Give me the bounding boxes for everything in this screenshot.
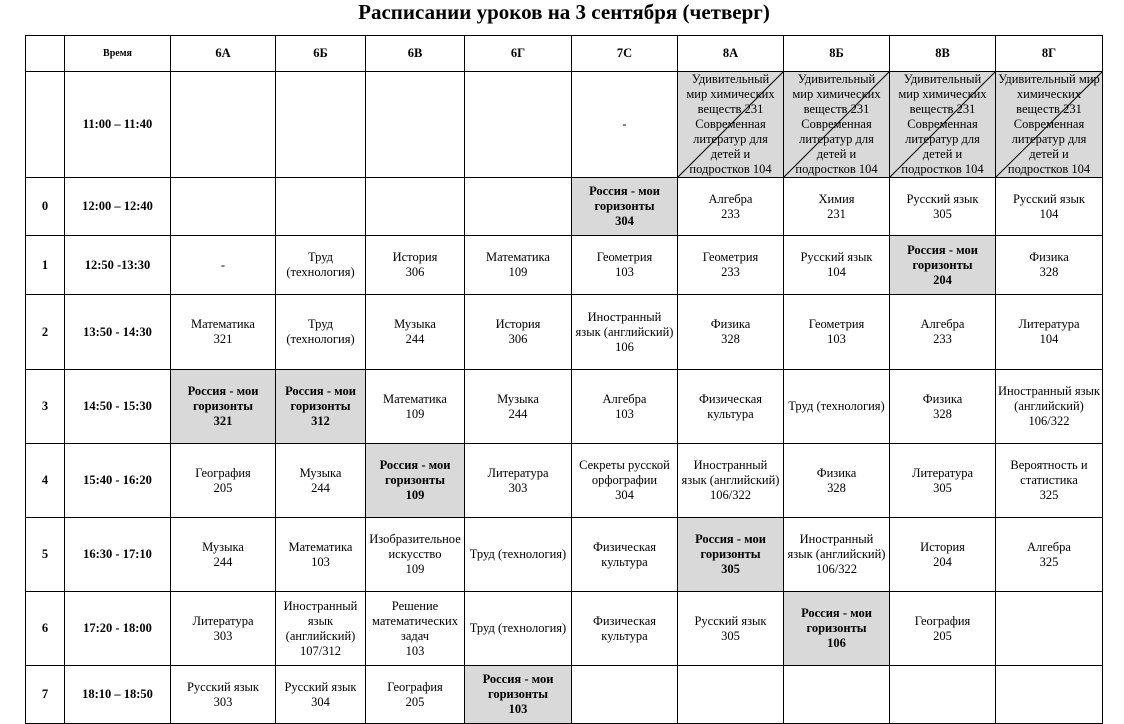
lesson-cell	[276, 236, 366, 295]
lesson-number: 5	[26, 518, 65, 592]
lesson-cell	[171, 592, 276, 666]
subject-name: Литература	[1018, 317, 1080, 331]
subject-name: Россия - мои горизонты	[379, 458, 451, 487]
header-cell-class: 6Б	[276, 36, 366, 72]
subject-name: Иностранный язык (английский)	[283, 598, 358, 643]
lesson-time: 13:50 - 14:30	[65, 295, 171, 370]
schedule-row	[26, 236, 1103, 295]
room-number: 233	[721, 265, 740, 279]
room-number: 103	[615, 406, 634, 421]
subject-name: Иностранный язык (английский)	[575, 309, 674, 339]
subject-name: Геометрия	[702, 250, 759, 264]
subject-name: Русский язык	[186, 679, 260, 694]
subject-name: Физическая культура	[592, 539, 657, 569]
subject-name: Химия	[818, 191, 855, 206]
schedule-row	[26, 370, 1103, 444]
lesson-cell	[465, 295, 572, 370]
subject-name: Изобразительное искусство	[369, 532, 461, 561]
subject-name: Литература	[192, 613, 254, 628]
lesson-cell	[890, 592, 996, 666]
lesson-cell	[572, 666, 678, 724]
lesson-cell	[996, 666, 1103, 724]
lesson-cell	[996, 295, 1103, 370]
subject-name: Геометрия	[808, 317, 865, 331]
subject-name: Музыка	[202, 539, 244, 554]
lesson-cell	[465, 592, 572, 666]
subject-name: Физика	[1029, 250, 1069, 264]
lesson-cell	[572, 592, 678, 666]
lesson-cell	[572, 236, 678, 295]
room-number: 103	[311, 554, 330, 569]
lesson-cell	[465, 666, 572, 724]
room-number: 304	[615, 488, 634, 502]
room-number: 106/322	[710, 488, 751, 502]
subject-name: Русский язык	[1012, 191, 1086, 206]
subject-name: Физика	[710, 317, 751, 331]
lesson-cell	[171, 236, 276, 295]
schedule-row	[26, 178, 1103, 236]
subject-name: История	[495, 317, 541, 331]
lesson-cell	[171, 518, 276, 592]
schedule-row	[26, 518, 1103, 592]
lesson-cell	[996, 444, 1103, 518]
lesson-cell	[572, 370, 678, 444]
cell-text	[998, 72, 1100, 177]
lesson-cell	[366, 592, 465, 666]
room-number: 109	[508, 265, 528, 279]
subject-name: Русский язык	[800, 250, 873, 264]
lesson-cell	[890, 370, 996, 444]
room-number: 106/322	[816, 562, 857, 576]
room-number: 303	[213, 694, 233, 709]
lesson-cell	[890, 295, 996, 370]
subject-name: Труд (технология)	[469, 547, 567, 561]
lesson-cell	[678, 444, 784, 518]
room-number: 321	[213, 332, 233, 346]
room-number: 312	[311, 414, 330, 428]
room-number: 325	[1039, 554, 1059, 569]
room-number: Современная литератур для детей и подростков 104	[1007, 117, 1091, 176]
subject-name: Математика	[383, 391, 447, 406]
room-number: Современная литератур для детей и подростков 104	[795, 117, 878, 176]
lesson-cell	[572, 295, 678, 370]
subject-name: Россия - мои горизонты	[187, 384, 259, 413]
lesson-cell	[890, 178, 996, 236]
room-number: 106	[827, 636, 846, 650]
lesson-time: 15:40 - 16:20	[65, 444, 171, 518]
subject-name: Труд (технология)	[286, 250, 355, 279]
lesson-cell	[276, 370, 366, 444]
lesson-number: 6	[26, 592, 65, 666]
subject-name: Литература	[912, 465, 973, 480]
subject-name: Удивительный мир химических веществ 231	[792, 72, 881, 116]
lesson-cell	[996, 370, 1103, 444]
room-number: Современная литератур для детей и подростков 104	[901, 117, 984, 176]
lesson-cell	[678, 370, 784, 444]
subject-name: Физическая культура	[592, 613, 657, 643]
lesson-cell	[890, 72, 996, 178]
header-cell-class: 8Г	[996, 36, 1103, 72]
room-number: 244	[311, 480, 330, 495]
lesson-cell	[996, 518, 1103, 592]
cell-text	[680, 72, 781, 177]
room-number: 306	[405, 265, 425, 279]
lesson-cell	[996, 178, 1103, 236]
lesson-cell	[572, 72, 678, 178]
schedule-row	[26, 295, 1103, 370]
cell-text	[892, 72, 993, 177]
lesson-cell	[276, 518, 366, 592]
room-number: 304	[311, 694, 330, 709]
lesson-cell	[678, 518, 784, 592]
subject-name: Иностранный язык (английский)	[998, 384, 1100, 413]
lesson-cell	[366, 666, 465, 724]
header-cell-blank	[26, 36, 65, 72]
subject-name: Литература	[487, 465, 549, 480]
lesson-cell	[678, 666, 784, 724]
lesson-cell	[465, 518, 572, 592]
room-number: 104	[1039, 332, 1059, 346]
lesson-cell	[678, 72, 784, 178]
lesson-cell	[465, 72, 572, 178]
lesson-cell	[784, 178, 890, 236]
lesson-cell	[784, 444, 890, 518]
subject-name: Удивительный мир химических веществ 231	[998, 72, 1100, 116]
room-number: 303	[508, 480, 528, 495]
subject-name: Вероятность и статистика	[1010, 458, 1088, 487]
lesson-cell	[366, 518, 465, 592]
room-number: 305	[721, 562, 740, 576]
lesson-cell	[366, 236, 465, 295]
lesson-cell	[465, 178, 572, 236]
schedule-row	[26, 444, 1103, 518]
lesson-cell	[890, 444, 996, 518]
lesson-time: 18:10 – 18:50	[65, 666, 171, 724]
room-number: 305	[933, 206, 952, 221]
lesson-cell	[171, 666, 276, 724]
cell-text	[786, 72, 887, 177]
subject-name: Математика	[288, 539, 353, 554]
page-title: Расписании уроков на 3 сентября (четверг)	[358, 0, 770, 24]
lesson-cell	[784, 295, 890, 370]
subject-name: Удивительный мир химических веществ 231	[898, 72, 987, 116]
subject-name: Секреты русской орфографии	[579, 458, 670, 487]
subject-name: Труд (технология)	[788, 399, 885, 413]
lesson-cell	[366, 295, 465, 370]
room-number: Современная литератур для детей и подростков 104	[689, 117, 772, 176]
lesson-cell	[996, 236, 1103, 295]
room-number: 321	[213, 414, 233, 428]
subject-name: Россия - мои горизонты	[482, 672, 554, 701]
lesson-cell	[572, 178, 678, 236]
subject-name: Иностранный язык (английский)	[787, 532, 886, 561]
lesson-time: 14:50 - 15:30	[65, 370, 171, 444]
schedule-row	[26, 592, 1103, 666]
lesson-cell	[276, 72, 366, 178]
subject-name: Математика	[191, 317, 255, 331]
lesson-cell	[572, 444, 678, 518]
room-number: 103	[615, 265, 634, 279]
subject-name: Иностранный язык (английский)	[681, 458, 780, 487]
schedule-row	[26, 72, 1103, 178]
room-number: 205	[405, 694, 425, 709]
room-number: 328	[1039, 265, 1059, 279]
subject-name: География	[914, 613, 971, 628]
subject-name: Музыка	[299, 465, 342, 480]
header-row	[26, 36, 1103, 72]
subject-name: Алгебра	[1027, 539, 1071, 554]
subject-name: -	[622, 117, 627, 131]
room-number: 103	[405, 643, 425, 658]
room-number: 231	[827, 206, 846, 221]
subject-name: Труд (технология)	[469, 621, 567, 635]
subject-name: Россия - мои горизонты	[801, 606, 872, 635]
lesson-cell	[678, 592, 784, 666]
header-cell-class: 6А	[171, 36, 276, 72]
subject-name: Удивительный мир химических веществ 231	[686, 72, 775, 116]
header-cell-class: 7С	[572, 36, 678, 72]
lesson-cell	[784, 72, 890, 178]
room-number: 104	[1039, 206, 1059, 221]
lesson-cell	[784, 666, 890, 724]
subject-name: Россия - мои горизонты	[589, 184, 660, 213]
lesson-number	[26, 72, 65, 178]
lesson-cell	[276, 592, 366, 666]
lesson-time: 16:30 - 17:10	[65, 518, 171, 592]
lesson-cell	[366, 178, 465, 236]
room-number: 328	[827, 480, 846, 495]
subject-name: Труд (технология)	[286, 317, 355, 346]
room-number: 305	[933, 480, 952, 495]
header-cell-class: 8В	[890, 36, 996, 72]
subject-name: География	[195, 465, 251, 480]
lesson-cell	[678, 236, 784, 295]
subject-name: История	[920, 539, 965, 554]
lesson-cell	[171, 444, 276, 518]
room-number: 233	[933, 332, 952, 346]
room-number: 244	[508, 406, 528, 421]
lesson-cell	[784, 370, 890, 444]
room-number: 109	[405, 406, 425, 421]
subject-name: Россия - мои горизонты	[285, 384, 356, 413]
subject-name: Алгебра	[708, 191, 753, 206]
subject-name: Музыка	[497, 391, 539, 406]
lesson-cell	[171, 178, 276, 236]
lesson-time: 12:00 – 12:40	[65, 178, 171, 236]
subject-name: Физическая культура	[698, 391, 763, 421]
lesson-cell	[171, 370, 276, 444]
lesson-cell	[890, 666, 996, 724]
lesson-cell	[678, 295, 784, 370]
lesson-number: 2	[26, 295, 65, 370]
room-number: 204	[933, 554, 952, 569]
lesson-cell	[678, 178, 784, 236]
room-number: 328	[721, 332, 740, 346]
lesson-cell	[465, 370, 572, 444]
room-number: 104	[827, 265, 846, 279]
lesson-cell	[276, 444, 366, 518]
schedule-row	[26, 666, 1103, 724]
lesson-cell	[572, 518, 678, 592]
subject-name: Музыка	[394, 317, 436, 331]
lesson-number: 4	[26, 444, 65, 518]
lesson-time: 17:20 - 18:00	[65, 592, 171, 666]
lesson-cell	[890, 236, 996, 295]
lesson-cell	[996, 72, 1103, 178]
room-number: 106/322	[1028, 414, 1070, 428]
lesson-cell	[366, 72, 465, 178]
lesson-time: 11:00 – 11:40	[65, 72, 171, 178]
lesson-cell	[366, 370, 465, 444]
lesson-cell	[276, 666, 366, 724]
room-number: 305	[721, 628, 740, 643]
subject-name: Россия - мои горизонты	[695, 532, 766, 561]
header-cell-class: 8А	[678, 36, 784, 72]
header-cell-time: Время	[65, 36, 171, 72]
lesson-cell	[465, 444, 572, 518]
room-number: 106	[615, 339, 634, 354]
schedule-table	[25, 35, 1103, 724]
subject-name: Физика	[922, 391, 963, 406]
room-number: 205	[933, 628, 952, 643]
lesson-cell	[996, 592, 1103, 666]
room-number: 328	[933, 406, 952, 421]
subject-name: -	[220, 257, 226, 272]
subject-name: Россия - мои горизонты	[907, 242, 978, 272]
room-number: 204	[933, 272, 952, 287]
lesson-number: 7	[26, 666, 65, 724]
room-number: 306	[508, 332, 528, 346]
subject-name: География	[387, 679, 443, 694]
subject-name: Алгебра	[920, 317, 965, 331]
subject-name: Русский язык	[284, 679, 357, 694]
lesson-time: 12:50 -13:30	[65, 236, 171, 295]
header-cell-class: 8Б	[784, 36, 890, 72]
lesson-cell	[171, 295, 276, 370]
subject-name: Физика	[816, 465, 857, 480]
subject-name: История	[392, 250, 438, 264]
room-number: 303	[213, 628, 233, 643]
room-number: 244	[405, 332, 425, 346]
lesson-cell	[366, 444, 465, 518]
room-number: 103	[827, 332, 846, 346]
room-number: 325	[1039, 488, 1059, 502]
room-number: 233	[721, 206, 740, 221]
header-cell-class: 6Г	[465, 36, 572, 72]
subject-name: Русский язык	[906, 191, 979, 206]
room-number: 109	[405, 562, 425, 576]
subject-name: Решение математических задач	[372, 598, 458, 643]
lesson-cell	[276, 295, 366, 370]
subject-name: Математика	[486, 250, 550, 264]
lesson-number: 0	[26, 178, 65, 236]
subject-name: Русский язык	[694, 613, 767, 628]
room-number: 103	[508, 702, 528, 716]
lesson-cell	[890, 518, 996, 592]
lesson-cell	[276, 178, 366, 236]
lesson-cell	[465, 236, 572, 295]
lesson-number: 1	[26, 236, 65, 295]
lesson-cell	[784, 592, 890, 666]
room-number: 304	[615, 214, 634, 228]
room-number: 205	[213, 480, 233, 495]
room-number: 107/312	[300, 643, 341, 658]
room-number: 244	[213, 554, 233, 569]
lesson-number: 3	[26, 370, 65, 444]
lesson-cell	[784, 236, 890, 295]
subject-name: Геометрия	[596, 250, 653, 264]
subject-name: Алгебра	[602, 391, 647, 406]
room-number: 109	[405, 488, 425, 502]
lesson-cell	[784, 518, 890, 592]
header-cell-class: 6В	[366, 36, 465, 72]
lesson-cell	[171, 72, 276, 178]
